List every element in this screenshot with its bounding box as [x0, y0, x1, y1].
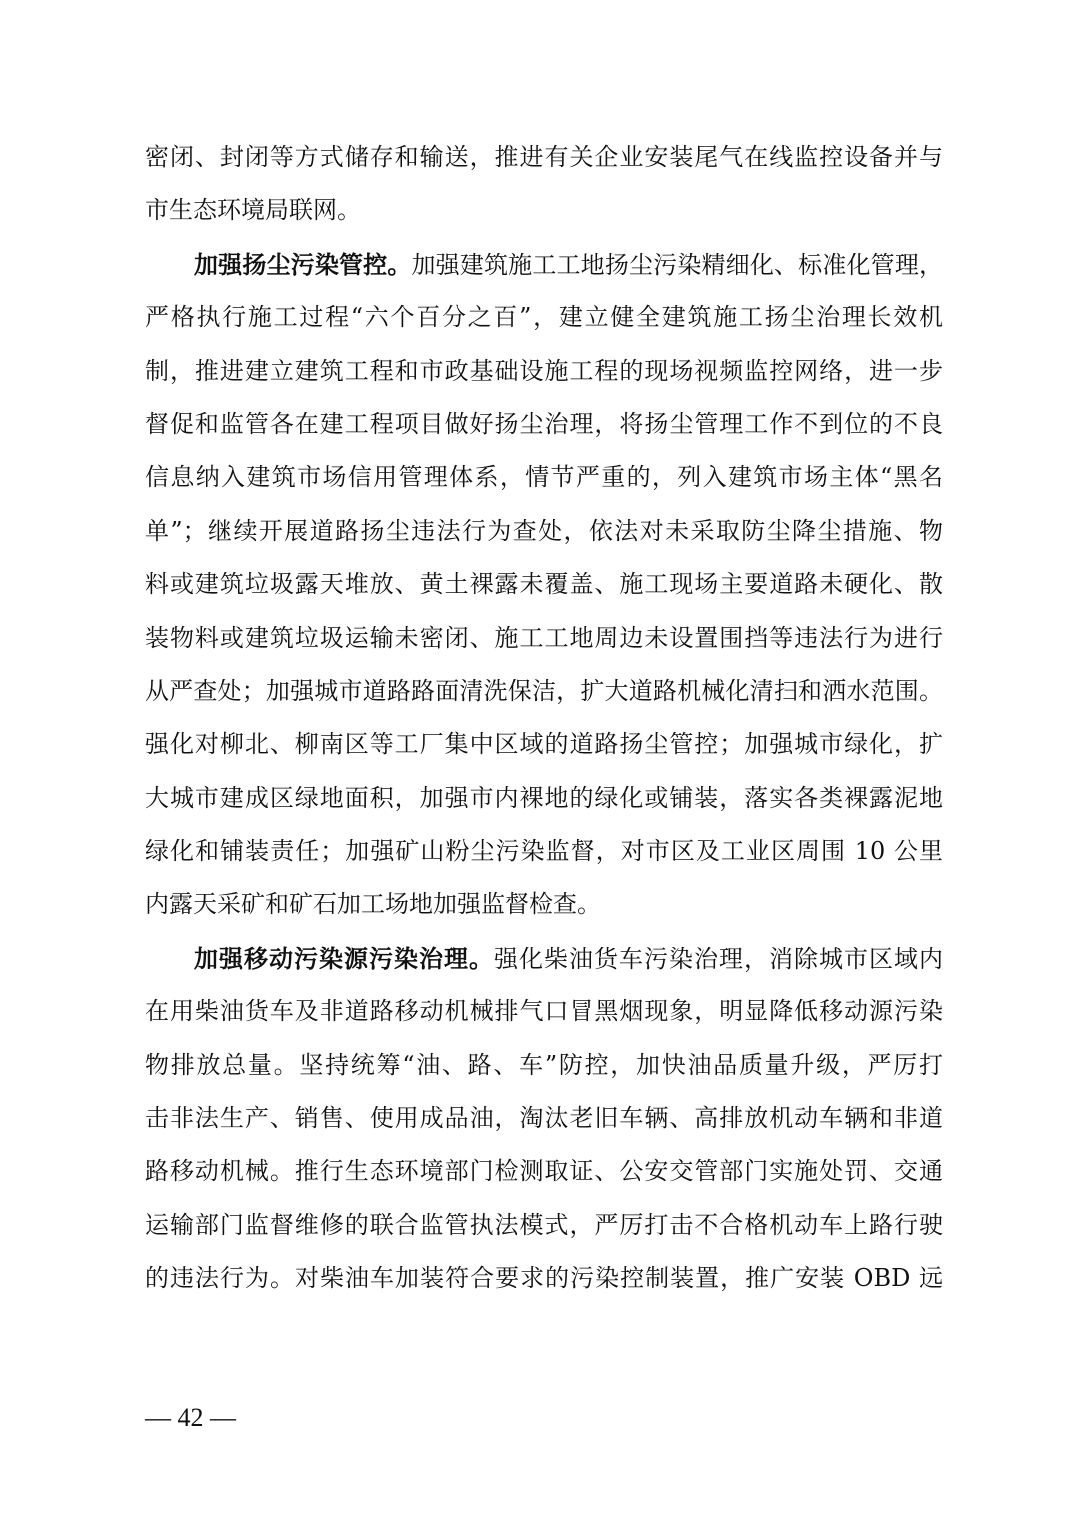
text-line: 市生态环境局联网。: [145, 196, 361, 225]
text-line: 严格执行施工过程“六个百分之百”，建立健全建筑施工扬尘治理长效机: [145, 303, 943, 332]
text-line: 在用柴油货车及非道路移动机械排气口冒黑烟现象，明显降低移动源污染: [145, 997, 943, 1026]
text-line: 信息纳入建筑市场信用管理体系，情节严重的，列入建筑市场主体“黑名: [145, 463, 943, 492]
text-line: 料或建筑垃圾露天堆放、黄土裸露未覆盖、施工现场主要道路未硬化、散: [145, 570, 943, 599]
text-line: 绿化和铺装责任；加强矿山粉尘污染监督，对市区及工业区周围 10 公里: [145, 837, 943, 866]
body-text: [145, 131, 943, 1306]
text-line: 制，推进建立建筑工程和市政基础设施工程的现场视频监控网络，进一步: [145, 356, 943, 385]
text-line: 运输部门监督维修的联合监管执法模式，严厉打击不合格机动车上路行驶: [145, 1210, 943, 1239]
text-line: 装物料或建筑垃圾运输未密闭、施工工地周边未设置围挡等违法行为进行: [145, 623, 943, 652]
page-number: — 42 —: [145, 1403, 236, 1432]
text-line: 单”；继续开展道路扬尘违法行为查处，依法对未采取防尘降尘措施、物: [145, 516, 943, 545]
text-line: 从严查处；加强城市道路路面清洗保洁，扩大道路机械化清扫和洒水范围。: [145, 676, 943, 705]
text-line: 大城市建成区绿地面积，加强市内裸地的绿化或铺装，落实各类裸露泥地: [145, 783, 943, 812]
section-heading: 加强移动污染源污染治理。: [194, 943, 494, 973]
paragraph-first-line: [145, 238, 943, 291]
text-line: 路移动机械。推行生态环境部门检测取证、公安交管部门实施处罚、交通: [145, 1157, 943, 1186]
text-line: 的违法行为。对柴油车加装符合要求的污染控制装置，推广安装 OBD 远: [145, 1264, 943, 1293]
text-line: 击非法生产、销售、使用成品油，淘汰老旧车辆、高排放机动车辆和非道: [145, 1104, 943, 1133]
text-run: 加强建筑施工工地扬尘污染精细化、标准化管理，: [411, 250, 943, 279]
text-line: 督促和监管各在建工程项目做好扬尘治理，将扬尘管理工作不到位的不良: [145, 409, 943, 438]
text-line: 物排放总量。坚持统筹“油、路、车”防控，加快油品质量升级，严厉打: [145, 1050, 943, 1079]
text-line: 强化对柳北、柳南区等工厂集中区域的道路扬尘管控；加强城市绿化，扩: [145, 730, 943, 759]
section-heading: 加强扬尘污染管控。: [194, 249, 412, 279]
text-line: 密闭、封闭等方式储存和输送，推进有关企业安装尾气在线监控设备并与: [145, 143, 943, 171]
text-line: 内露天采矿和矿石加工场地加强监督检查。: [145, 890, 601, 919]
text-run: 强化柴油货车污染治理，消除城市区域内: [494, 944, 943, 973]
paragraph-first-line: [145, 932, 943, 985]
